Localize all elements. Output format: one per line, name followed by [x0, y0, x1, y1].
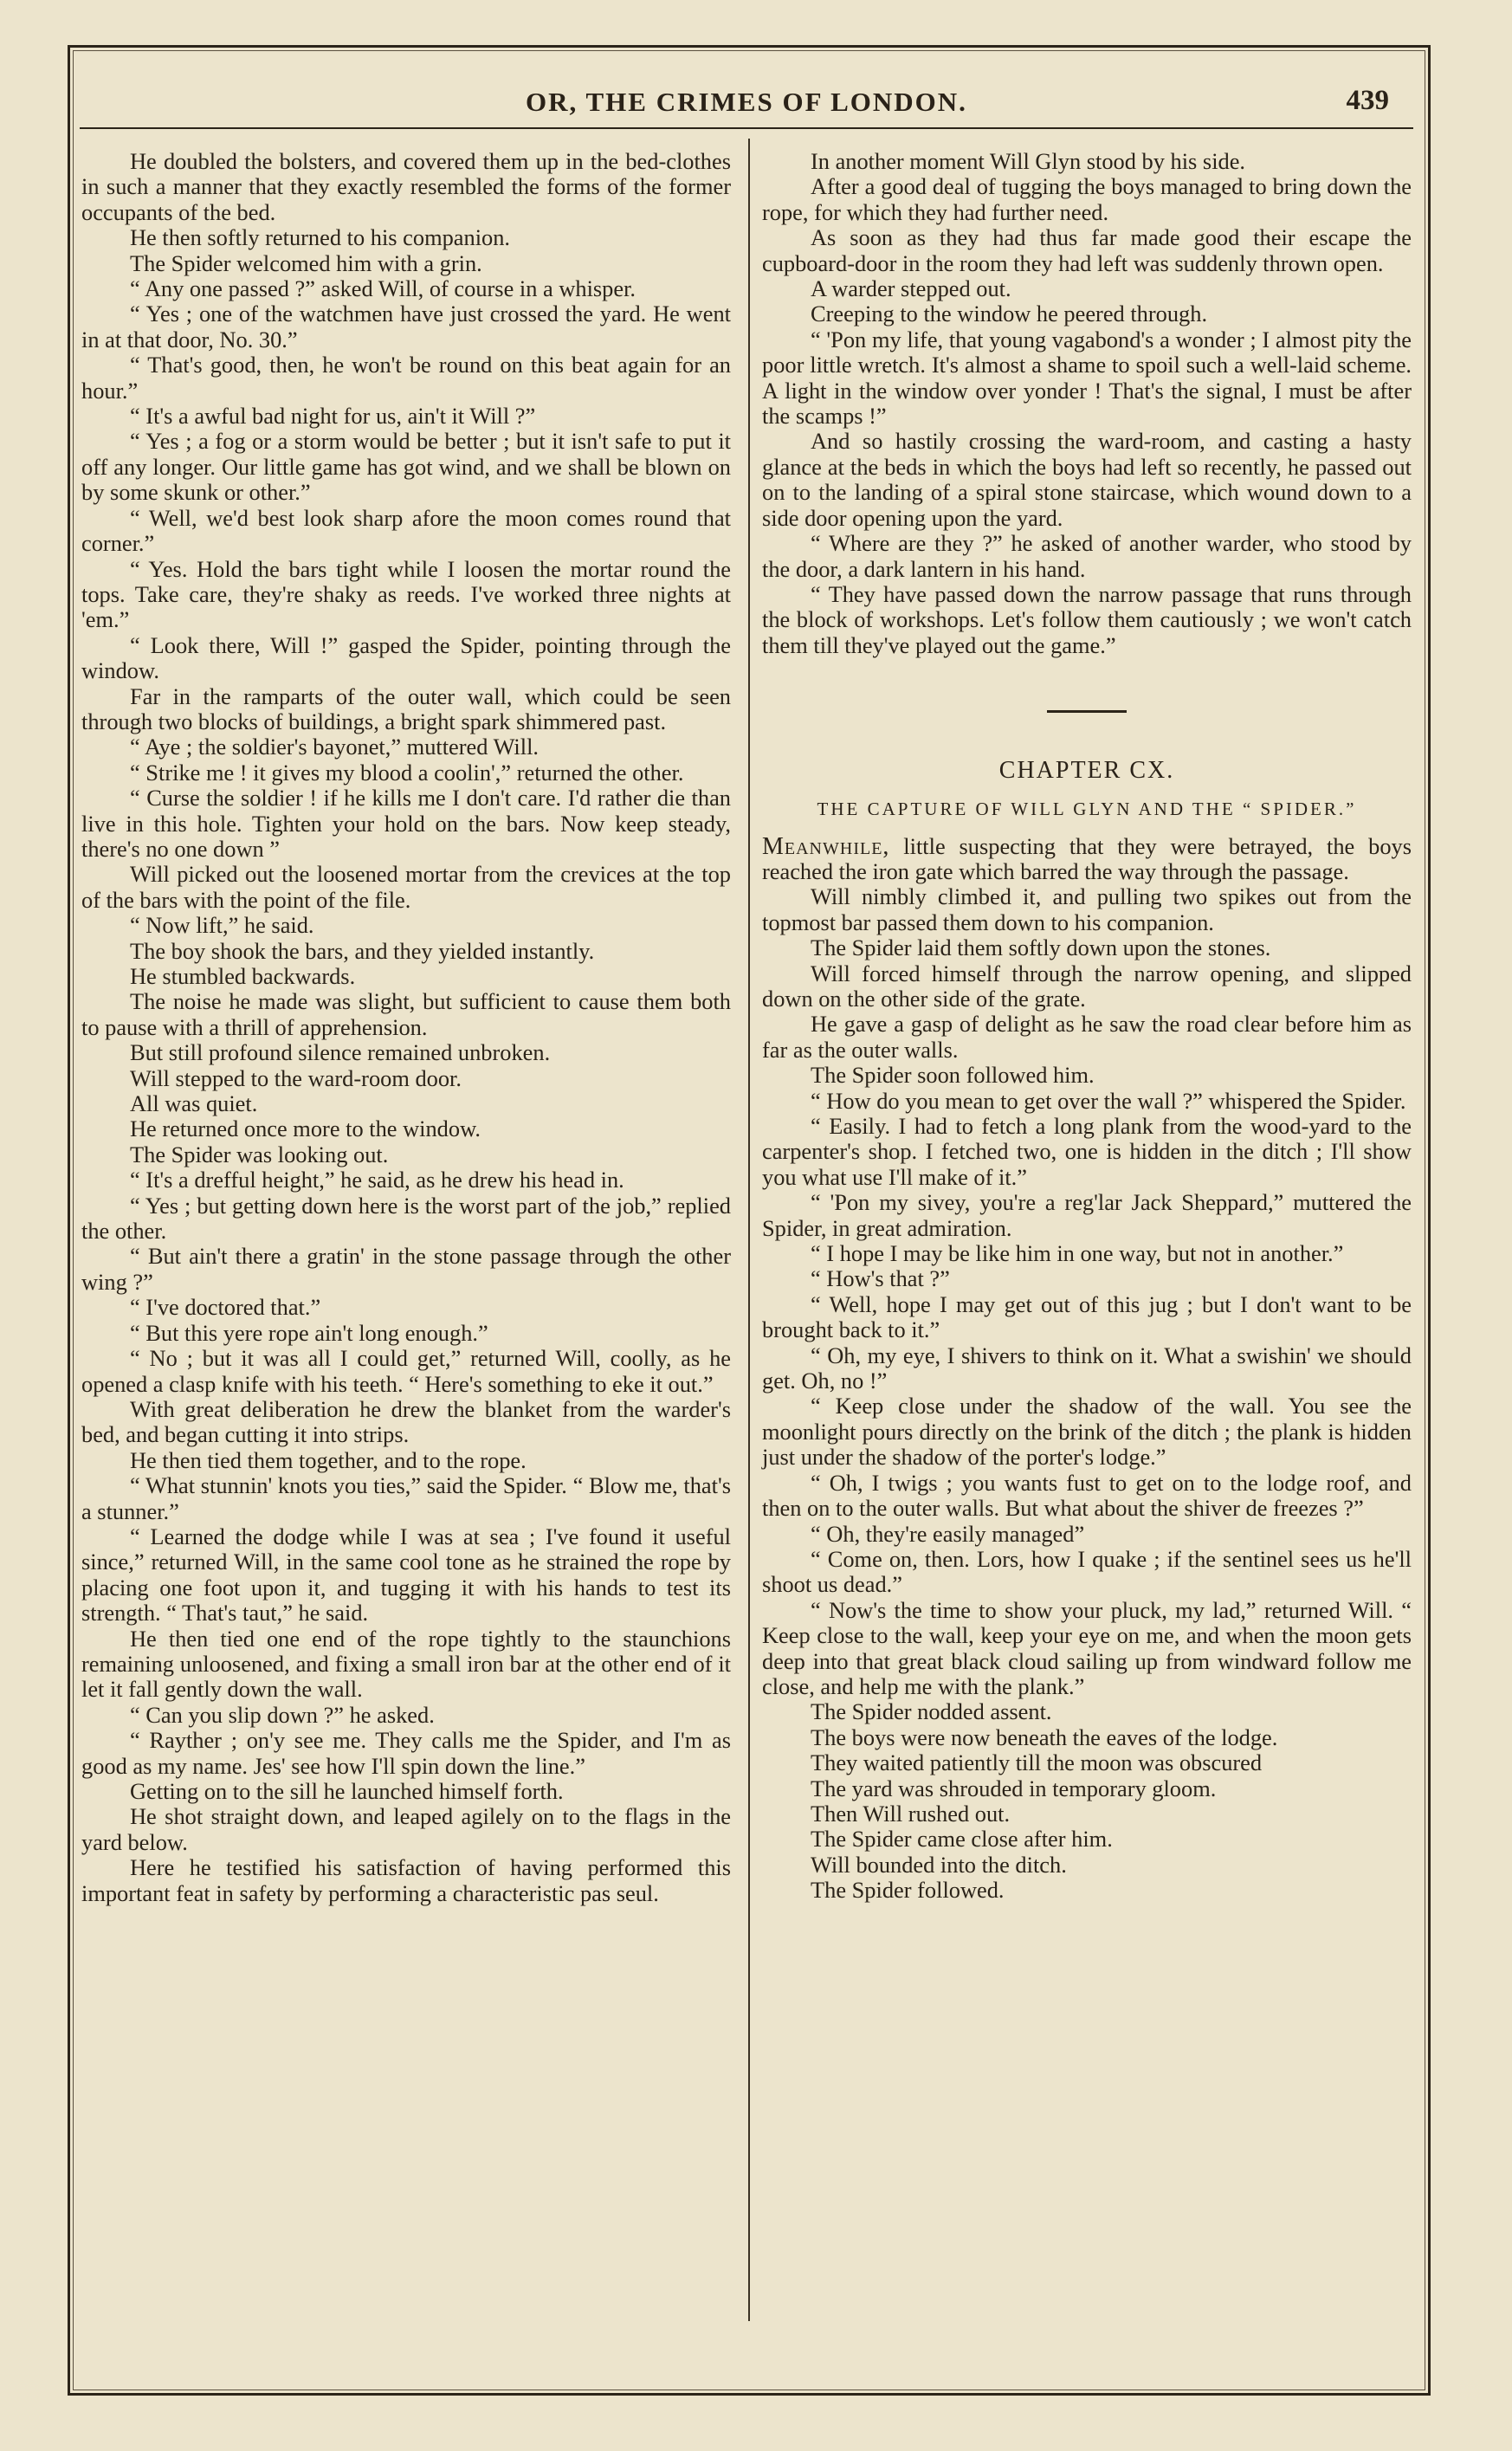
- paragraph: “ But this yere rope ain't long enough.”: [130, 1319, 488, 1346]
- chapter-subtitle: THE CAPTURE OF WILL GLYN AND THE “ SPIDER.”: [817, 798, 1357, 819]
- paragraph: “ Aye ; the soldier's bayonet,” muttered Will.: [130, 734, 540, 760]
- paragraph: “ Strike me ! it gives my blood a coolin',” returned the other.: [130, 759, 684, 786]
- paragraph: Will forced himself through the narrow opening, and slipped down on the other side of the grate.: [762, 960, 1412, 1012]
- column-divider: [748, 139, 750, 2321]
- paragraph: Here he testified his satisfaction of having performed this important feat in safety by performing a characteristic pas seul.: [81, 1854, 731, 1906]
- chapter-title: CHAPTER CX.: [998, 757, 1175, 785]
- paragraph: He gave a gasp of delight as he saw the road clear before him as far as the outer walls.: [762, 1011, 1412, 1063]
- paragraph: “ Keep close under the shadow of the wall. You see the moonlight pours directly on the brink of the ditch ; the plank is hidden just under the shadow of the porter's lodge.”: [762, 1393, 1412, 1471]
- header-rule: [80, 127, 1413, 129]
- right-column-text-bottom: [762, 884, 1412, 1903]
- paragraph: “ How's that ?”: [811, 1265, 950, 1292]
- paragraph: Creeping to the window he peered through.: [811, 301, 1208, 327]
- paragraph: “ How do you mean to get over the wall ?” whispered the Spider.: [811, 1087, 1406, 1114]
- paragraph: All was quiet.: [130, 1090, 258, 1117]
- paragraph: “ Yes. Hold the bars tight while I loosen the mortar round the tops. Take care, they're shaky as reeds. I've worked three nights at 'em.”: [81, 555, 731, 633]
- paragraph: “ Easily. I had to fetch a long plank from the wood-yard to the carpenter's shop. I fetched two, one is hidden in the ditch ; I'll show you what use I'll make of it.”: [762, 1113, 1412, 1190]
- paragraph: “ Well, hope I may get out of this jug ; but I don't want to be brought back to it.”: [762, 1290, 1412, 1343]
- paragraph: “ Curse the soldier ! if he kills me I don't care. I'd rather die than live in this hole. Tighten your hold on the bars. Now keep steady, there's no one down ”: [81, 785, 731, 862]
- paragraph: The Spider came close after him.: [811, 1826, 1113, 1853]
- paragraph: “ I hope I may be like him in one way, but not in another.”: [811, 1240, 1344, 1267]
- paragraph: “ Well, we'd best look sharp afore the moon comes round that corner.”: [81, 504, 731, 557]
- paragraph: Far in the ramparts of the outer wall, which could be seen through two blocks of buildings, a bright spark shimmered past.: [81, 682, 731, 734]
- paragraph: “ Any one passed ?” asked Will, of course in a whisper.: [130, 275, 636, 302]
- paragraph: “ That's good, then, he won't be round on this beat again for an hour.”: [81, 352, 731, 404]
- paragraph: He returned once more to the window.: [130, 1116, 481, 1142]
- paragraph: Will bounded into the ditch.: [811, 1851, 1067, 1878]
- page-number: 439: [1346, 85, 1389, 116]
- paragraph: The Spider was looking out.: [130, 1141, 389, 1167]
- paragraph: “ Oh, my eye, I shivers to think on it. What a swishin' we should get. Oh, no !”: [762, 1342, 1412, 1394]
- paragraph: “ Yes ; one of the watchmen have just crossed the yard. He went in at that door, No. 30.”: [81, 301, 731, 352]
- right-column-text-top: [762, 149, 1412, 658]
- paragraph: With great deliberation he drew the blanket from the warder's bed, and began cutting it into strips.: [81, 1395, 731, 1448]
- paragraph: He then tied one end of the rope tightly to the staunchions remaining unloosened, and fixing a small iron bar at the other end of it let it fall gently down the wall.: [81, 1625, 731, 1703]
- paragraph: “ Where are they ?” he asked of another warder, who stood by the door, a dark lantern in his hand.: [762, 530, 1412, 582]
- paragraph: “ Rayther ; on'y see me. They calls me the Spider, and I'm as good as my name. Jes' see how I'll spin down the line.”: [81, 1727, 731, 1779]
- running-title: OR, THE CRIMES OF LONDON.: [526, 87, 967, 117]
- paragraph: “ Look there, Will !” gasped the Spider, pointing through the window.: [81, 631, 731, 684]
- chapter-opening-text: little suspecting that they were betrayed, the boys reached the iron gate which barred the way through the passage.: [762, 832, 1412, 884]
- paragraph: “ 'Pon my life, that young vagabond's a wonder ; I almost pity the poor little wretch. It's almost a shame to spoil such a well-laid scheme. A light in the window over yonder ! That's the signal, I must be after the scamps !”: [762, 326, 1412, 430]
- paragraph: The noise he made was slight, but sufficient to cause them both to pause with a thrill of apprehension.: [81, 988, 731, 1040]
- paragraph: He stumbled backwards.: [130, 963, 356, 989]
- paragraph: The Spider soon followed him.: [811, 1062, 1095, 1089]
- paragraph: Getting on to the sill he launched himself forth.: [130, 1778, 564, 1804]
- paragraph: After a good deal of tugging the boys managed to bring down the rope, for which they had further need.: [762, 173, 1412, 225]
- paragraph: “ Now's the time to show your pluck, my lad,” returned Will. “ Keep close to the wall, keep your eye on me, and when the moon gets deep into that great black cloud sailing up from windward follow me close, and help me with the plank.”: [762, 1596, 1412, 1699]
- chapter-opening-word: Meanwhile,: [762, 832, 890, 860]
- paragraph: “ Can you slip down ?” he asked.: [130, 1701, 435, 1728]
- paragraph: Will stepped to the ward-room door.: [130, 1064, 462, 1091]
- paragraph: But still profound silence remained unbroken.: [130, 1039, 551, 1066]
- paragraph: “ They have passed down the narrow passage that runs through the block of workshops. Let's follow them cautiously ; we won't catch them till they've played out the game.”: [762, 580, 1412, 658]
- paragraph: The yard was shrouded in temporary gloom.: [811, 1775, 1217, 1801]
- paragraph: “ It's a drefful height,” he said, as he drew his head in.: [130, 1167, 624, 1193]
- paragraph: “ What stunnin' knots you ties,” said the Spider. “ Blow me, that's a stunner.”: [81, 1472, 731, 1524]
- paragraph: The Spider nodded assent.: [811, 1698, 1052, 1725]
- paragraph: “ Oh, they're easily managed”: [811, 1520, 1085, 1547]
- paragraph: “ It's a awful bad night for us, ain't it Will ?”: [130, 403, 536, 430]
- paragraph: “ Yes ; but getting down here is the worst part of the job,” replied the other.: [81, 1192, 731, 1245]
- chapter-separator-rule: [1047, 710, 1127, 713]
- paragraph: Then Will rushed out.: [811, 1800, 1011, 1827]
- paragraph: He then softly returned to his companion.: [130, 224, 511, 251]
- paragraph: He doubled the bolsters, and covered them up in the bed-clothes in such a manner that they exactly resembled the forms of the former occupants of the bed.: [81, 148, 731, 225]
- left-column: [81, 149, 731, 1906]
- paragraph: Will picked out the loosened mortar from the crevices at the top of the bars with the point of the file.: [81, 861, 731, 913]
- paragraph: “ Learned the dodge while I was at sea ; I've found it useful since,” returned Will, in the same cool tone as he strained the rope by placing one foot upon it, and tugging it with his hands to test its strength. “ That's taut,” he said.: [81, 1523, 731, 1626]
- paragraph: “ But ain't there a gratin' in the stone passage through the other wing ?”: [81, 1243, 731, 1295]
- paragraph: The boy shook the bars, and they yielded instantly.: [130, 937, 595, 964]
- page-header: [80, 83, 1413, 126]
- paragraph: And so hastily crossing the ward-room, and casting a hasty glance at the beds in which the boys had left so recently, he passed out on to the landing of a spiral stone staircase, which wound down to a side door opening upon the yard.: [762, 428, 1412, 531]
- paragraph: Will nimbly climbed it, and pulling two spikes out from the topmost bar passed them down to his companion.: [762, 883, 1412, 935]
- paragraph: “ Now lift,” he said.: [130, 912, 314, 939]
- paragraph: “ 'Pon my sivey, you're a reg'lar Jack Sheppard,” muttered the Spider, in great admiration.: [762, 1189, 1412, 1241]
- paragraph: “ Come on, then. Lors, how I quake ; if the sentinel sees us he'll shoot us dead.”: [762, 1545, 1412, 1598]
- paragraph: The boys were now beneath the eaves of the lodge.: [811, 1723, 1278, 1750]
- paragraph: “ No ; but it was all I could get,” returned Will, coolly, as he opened a clasp knife with his teeth. “ Here's something to eke it out.”: [81, 1345, 731, 1397]
- paragraph: “ Yes ; a fog or a storm would be better ; but it isn't safe to put it off any longer. Our little game has got wind, and we shall be blown on by some skunk or other.”: [81, 428, 731, 506]
- chapter-opening-paragraph: [762, 834, 1412, 885]
- paragraph: “ I've doctored that.”: [130, 1294, 321, 1321]
- paragraph: The Spider followed.: [811, 1877, 1005, 1904]
- paragraph: He then tied them together, and to the rope.: [130, 1446, 527, 1473]
- right-column: [762, 149, 1412, 1904]
- paragraph: In another moment Will Glyn stood by his side.: [811, 148, 1246, 174]
- paragraph: He shot straight down, and leaped agilely on to the flags in the yard below.: [81, 1803, 731, 1855]
- paragraph: As soon as they had thus far made good their escape the cupboard-door in the room they had left was suddenly thrown open.: [762, 224, 1412, 276]
- paragraph: The Spider laid them softly down upon the stones.: [811, 934, 1271, 961]
- paragraph: The Spider welcomed him with a grin.: [130, 249, 482, 276]
- paragraph: A warder stepped out.: [811, 275, 1011, 302]
- paragraph: “ Oh, I twigs ; you wants fust to get on to the lodge roof, and then on to the outer walls. But what about the shiver de freezes ?”: [762, 1469, 1412, 1522]
- paragraph: They waited patiently till the moon was obscured: [811, 1749, 1263, 1776]
